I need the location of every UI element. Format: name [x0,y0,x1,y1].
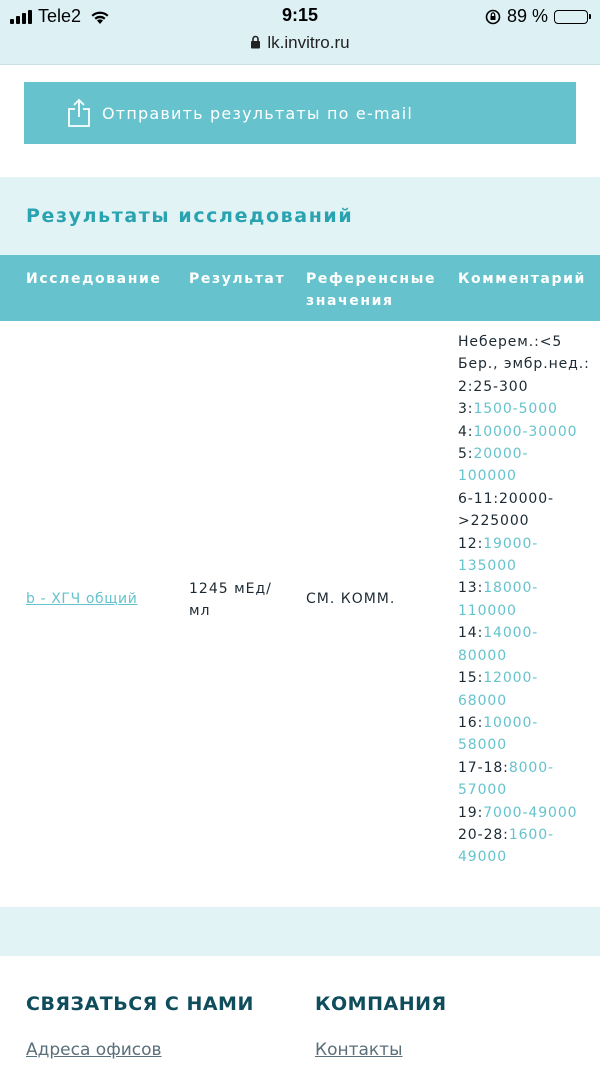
comment-line [458,510,600,532]
comment-line-label: 17-18: [458,759,509,776]
comment-line [458,846,600,868]
status-bar [0,0,600,65]
comment-line [458,555,600,577]
comment-line [458,824,600,846]
comment-cell [458,331,600,869]
test-name-link[interactable]: b - ХГЧ общий [26,591,138,607]
comment-line-label: 14: [458,625,484,642]
comment-line-label: 20-28: [458,826,509,843]
column-header-result: Результат [189,271,286,287]
comment-line-label: >225000 [458,513,530,530]
address-bar[interactable] [0,33,600,53]
column-header-test: Исследование [26,271,162,287]
comment-line [458,779,600,801]
comment-line-label: 16: [458,714,484,731]
results-header [0,177,600,255]
comment-line [458,488,600,510]
comment-line [458,577,600,599]
column-header-reference [306,268,436,312]
comment-line [458,331,600,353]
comment-line-range: 135000 [458,558,517,575]
comment-line-label: 5: [458,446,474,463]
comment-line [458,757,600,779]
comment-line [458,734,600,756]
comment-line [458,376,600,398]
comment-line-range: 19000- [483,535,539,552]
footer-company-title: КОМПАНИЯ [315,993,447,1015]
comment-line-range: 110000 [458,602,517,619]
lock-icon [250,35,261,49]
comment-line-label: 2:25-300 [458,378,529,395]
comment-line [458,421,600,443]
column-header-reference-line2: значения [306,293,394,309]
column-header-comment: Комментарий [458,271,586,287]
battery-percent: 89 % [506,6,548,26]
comment-line-label: Неберем.:<5 [458,334,563,350]
comment-line-range: 10000-30000 [473,423,578,440]
comment-line [458,465,600,487]
comment-line-range: 14000- [483,625,539,642]
comment-line-range: 10000- [483,714,539,731]
comment-line [458,690,600,712]
send-email-label: Отправить результаты по e-mail [102,103,414,123]
comment-line [458,600,600,622]
comment-line-label: 6-11:20000- [458,490,554,507]
comment-line-range: 58000 [458,737,508,754]
status-right [485,6,588,27]
comment-line-range: 18000- [483,580,539,597]
table-header [0,255,600,321]
comment-line [458,622,600,644]
reference-value: СМ. КОММ. [306,591,396,607]
comment-line-label: 13: [458,580,484,597]
section-divider-band [0,907,600,956]
footer-link-offices[interactable]: Адреса офисов [26,1040,162,1060]
column-header-reference-line1: Референсные [306,271,437,287]
results-title: Результаты исследований [26,205,354,227]
comment-line [458,533,600,555]
comment-line-range: 1600- [508,826,554,843]
comment-line [458,667,600,689]
comment-line-range: 12000- [483,670,539,687]
result-value [189,578,289,622]
comment-line-range: 8000- [508,759,554,776]
comment-line-label: Бер., эмбр.нед.: [458,356,590,373]
footer-link-contacts[interactable]: Контакты [315,1040,403,1060]
send-email-button[interactable] [24,82,576,144]
orientation-lock-icon [485,9,501,25]
comment-line-range: 80000 [458,647,508,664]
result-value-line2: мл [189,603,211,619]
comment-line [458,443,600,465]
comment-line-range: 68000 [458,692,508,709]
comment-line [458,712,600,734]
comment-line-label: 15: [458,670,484,687]
result-value-line1: 1245 мЕд/ [189,581,272,597]
comment-line-label: 12: [458,535,484,552]
clock: 9:15 [281,5,319,25]
url-text: lk.invitro.ru [267,33,350,52]
comment-line-range: 100000 [458,468,517,485]
comment-line-label: 3: [458,401,474,418]
comment-line-range: 20000- [473,446,529,463]
share-icon [66,98,92,128]
comment-line [458,645,600,667]
carrier-label: Tele2 [38,6,82,26]
comment-line [458,353,600,375]
comment-line-range: 57000 [458,782,508,799]
comment-line-range: 1500-5000 [473,401,558,418]
comment-line-label: 19: [458,804,484,821]
footer-contact-title: СВЯЗАТЬСЯ С НАМИ [26,993,254,1015]
comment-line-range: 49000 [458,849,508,866]
comment-line [458,802,600,824]
comment-line-label: 4: [458,423,474,440]
comment-line [458,398,600,420]
comment-line-range: 7000-49000 [483,804,578,821]
battery-icon [554,10,588,24]
